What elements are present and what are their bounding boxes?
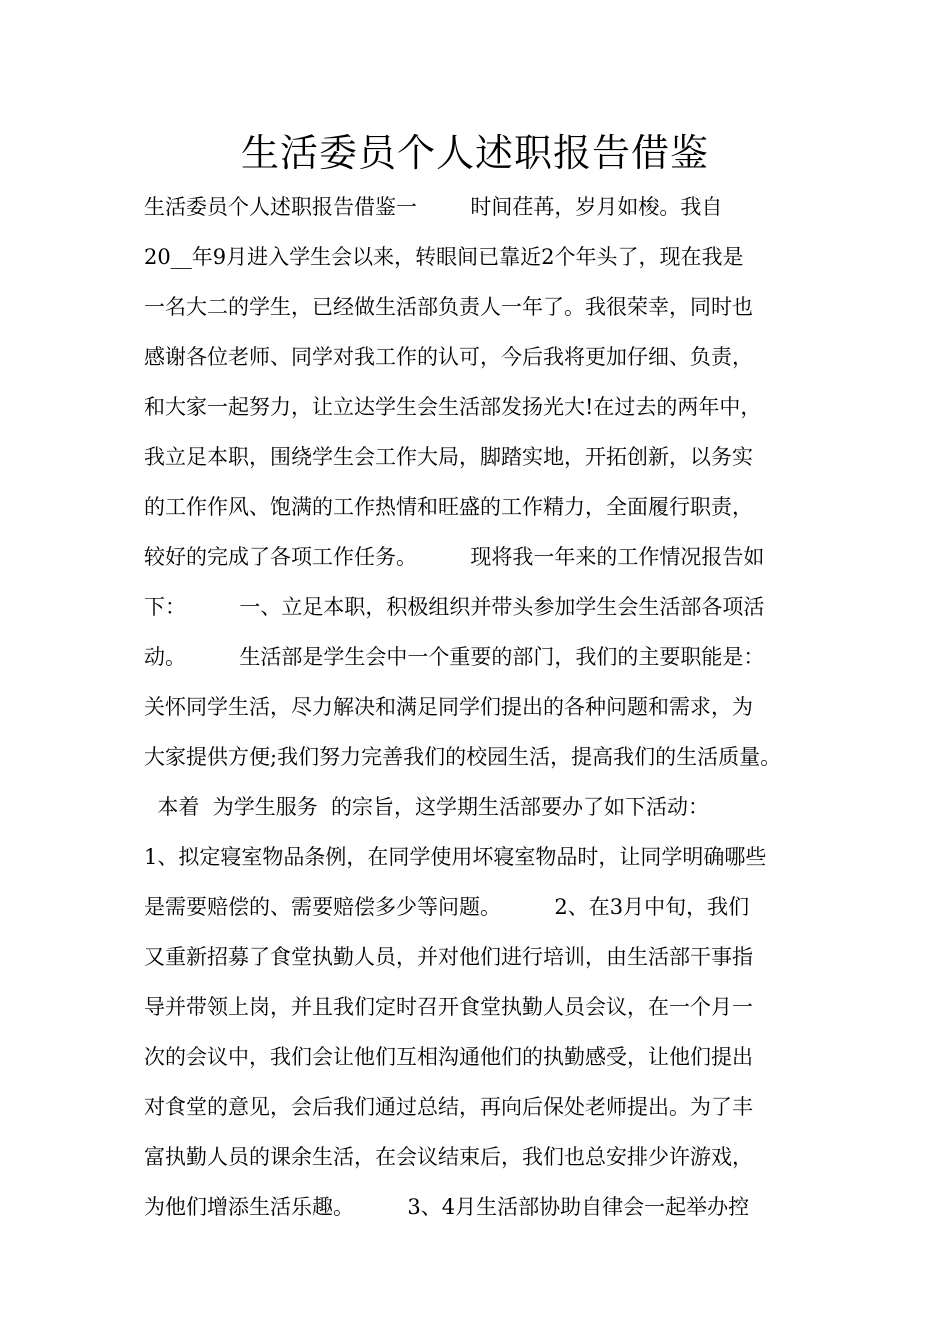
- body-line: 我立足本职，围绕学生会工作大局，脚踏实地，开拓创新，以务实: [144, 445, 753, 469]
- body-line: 本着 为学生服务 的宗旨，这学期生活部要办了如下活动：: [144, 795, 710, 819]
- body-line: 导并带领上岗，并且我们定时召开食堂执勤人员会议，在一个月一: [144, 995, 753, 1019]
- document-body: [144, 182, 824, 1232]
- body-line: 富执勤人员的课余生活，在会议结束后，我们也总安排少许游戏，: [144, 1145, 753, 1169]
- body-line: 动。 生活部是学生会中一个重要的部门，我们的主要职能是：: [144, 645, 765, 669]
- body-line: 较好的完成了各项工作任务。 现将我一年来的工作情况报告如: [144, 545, 765, 569]
- body-line: 的工作作风、饱满的工作热情和旺盛的工作精力，全面履行职责，: [144, 495, 753, 519]
- body-line: 1、拟定寝室物品条例，在同学使用坏寝室物品时，让同学明确哪些: [144, 845, 767, 869]
- body-line: 又重新招募了食堂执勤人员，并对他们进行培训，由生活部干事指: [144, 945, 753, 969]
- body-line: 20__年9月进入学生会以来，转眼间已靠近2个年头了，现在我是: [144, 245, 744, 269]
- body-line: 次的会议中，我们会让他们互相沟通他们的执勤感受，让他们提出: [144, 1045, 753, 1069]
- body-line: 一名大二的学生，已经做生活部负责人一年了。我很荣幸，同时也: [144, 295, 753, 319]
- body-line: 大家提供方便;我们努力完善我们的校园生活，提高我们的生活质量。: [144, 745, 782, 769]
- document-title: 生活委员个人述职报告借鉴: [240, 131, 709, 175]
- body-line: 关怀同学生活，尽力解决和满足同学们提出的各种问题和需求，为: [144, 695, 753, 719]
- body-line: 是需要赔偿的、需要赔偿多少等问题。 2、在3月中旬，我们: [144, 895, 750, 919]
- body-line: 感谢各位老师、同学对我工作的认可，今后我将更加仔细、负责，: [144, 345, 753, 369]
- body-line: 生活委员个人述职报告借鉴一 时间荏苒，岁月如梭。我自: [144, 195, 723, 219]
- body-line: 对食堂的意见，会后我们通过总结，再向后保处老师提出。为了丰: [144, 1095, 753, 1119]
- body-line: 为他们增添生活乐趣。 3、4月生活部协助自律会一起举办控: [144, 1195, 750, 1219]
- body-line: 下： 一、立足本职，积极组织并带头参加学生会生活部各项活: [144, 595, 765, 619]
- body-line: 和大家一起努力，让立达学生会生活部发扬光大!在过去的两年中，: [144, 395, 762, 419]
